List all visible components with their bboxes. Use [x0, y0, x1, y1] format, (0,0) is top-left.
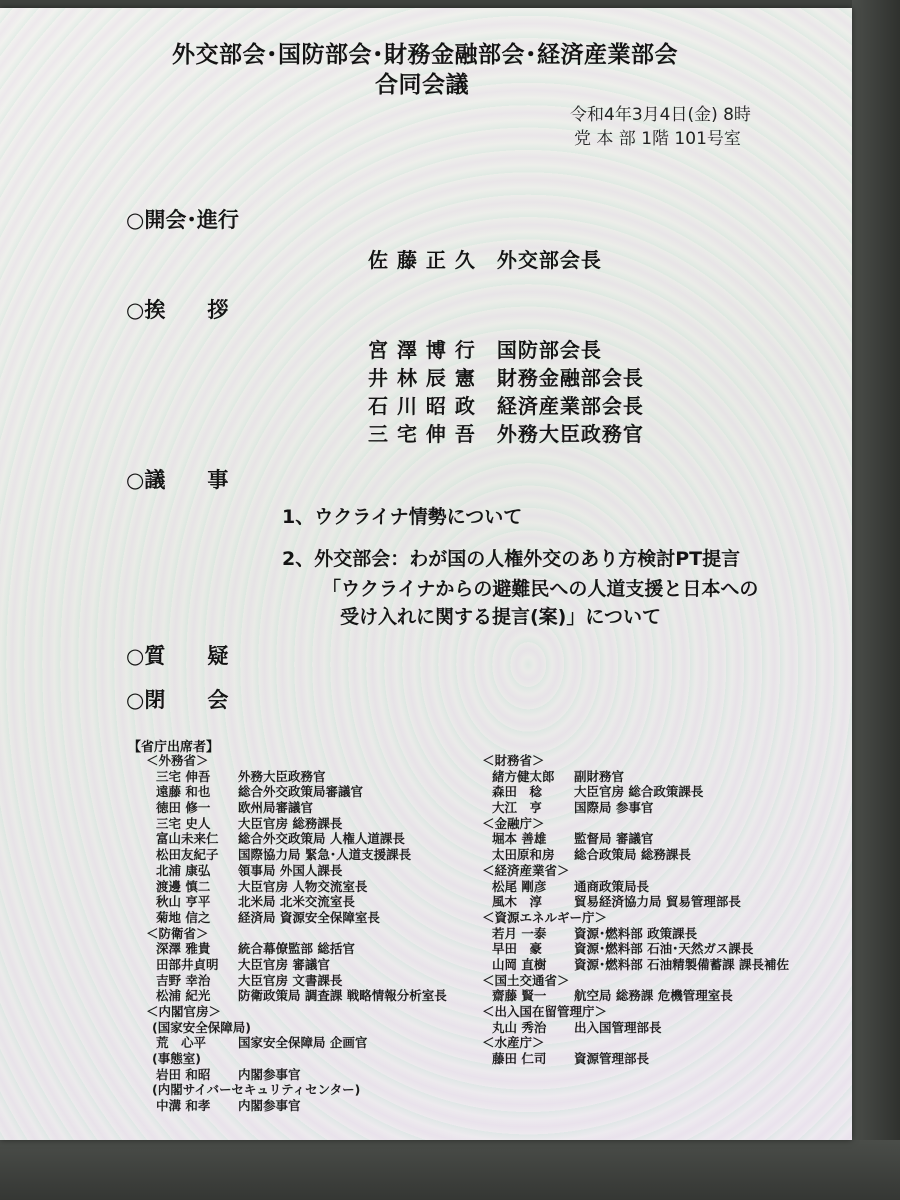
- attendee-title: 資源･燃料部 石油精製備蓄課 課長補佐: [574, 956, 789, 972]
- attendee-name: 渡邊 慎二: [156, 878, 211, 894]
- attendee-row: [470, 1020, 789, 1036]
- document-title-line1: 外交部会･国防部会･財務金融部会･経済産業部会: [172, 42, 678, 68]
- attendee-name: 徳田 修一: [156, 800, 211, 816]
- attendee-row: [470, 957, 789, 973]
- attendee-name: 丸山 秀治: [492, 1019, 547, 1035]
- sub-office-label: (事態室): [152, 1051, 201, 1067]
- attendee-row: [470, 894, 789, 910]
- attendee-title: 大臣官房 審議官: [238, 956, 330, 972]
- attendee-row: [470, 879, 789, 895]
- attendee-name: 風木 淳: [492, 894, 543, 910]
- attendee-title: 外務大臣政務官: [238, 768, 326, 784]
- attendee-title: 内閣参事官: [238, 1066, 301, 1082]
- attendee-title: 国家安全保障局 企画官: [238, 1035, 368, 1051]
- attendee-name: 中溝 和孝: [156, 1098, 211, 1114]
- ministry-group-label: ＜経済産業省＞: [482, 862, 570, 878]
- sub-office-label: (内閣サイバーセキュリティセンター): [152, 1082, 361, 1098]
- attendee-row: [134, 988, 447, 1004]
- attendee-title: 通商政策局長: [574, 878, 650, 894]
- attendee-title: 国際協力局 緊急･人道支援課長: [238, 847, 412, 863]
- ministry-group-label: ＜防衛省＞: [146, 925, 209, 941]
- attendee-row: [134, 973, 447, 989]
- attendee-name: 岩田 和昭: [156, 1066, 211, 1082]
- attendee-row: [134, 863, 447, 879]
- attendee-row: [470, 926, 789, 942]
- attendee-title: 領事局 外国人課長: [238, 862, 343, 878]
- greeter: 三 宅 伸 吾 外務大臣政務官: [368, 422, 644, 446]
- attendee-title: 資源管理部長: [574, 1051, 650, 1067]
- attendee-name: 荒 心平: [156, 1035, 207, 1051]
- attendees-header: 【省庁出席者】: [128, 740, 220, 755]
- ministry-group-label: ＜財務省＞: [482, 753, 545, 768]
- attendee-name: 山岡 直樹: [492, 956, 547, 972]
- attendee-name: 深澤 雅貴: [156, 941, 211, 957]
- attendee-name: 三宅 伸吾: [156, 768, 211, 784]
- attendee-row: [470, 769, 789, 785]
- attendee-row: [134, 784, 447, 800]
- attendee-title: 貿易経済協力局 貿易管理部長: [574, 894, 741, 910]
- attendee-row: [134, 1067, 447, 1083]
- attendee-title: 資源･燃料部 石油･天然ガス課長: [574, 941, 754, 957]
- attendee-row: [134, 831, 447, 847]
- ministry-group-label: ＜出入国在留管理庁＞: [482, 1004, 608, 1019]
- attendee-name: 齋藤 賢一: [492, 988, 547, 1004]
- attendee-title: 欧州局審議官: [238, 800, 314, 816]
- attendee-name: 三宅 史人: [156, 815, 211, 831]
- ministry-group-label: ＜資源エネルギー庁＞: [482, 909, 608, 925]
- attendee-row: [134, 894, 447, 910]
- attendee-title: 総合外交政策局審議官: [238, 784, 364, 800]
- attendee-title: 経済局 資源安全保障室長: [238, 909, 380, 925]
- attendee-name: 秋山 亨平: [156, 894, 211, 910]
- attendee-title: 総合政策局 総務課長: [574, 847, 691, 863]
- section-qa: ○質 疑: [126, 644, 229, 668]
- attendee-title: 副財務官: [574, 768, 625, 784]
- attendee-row: [470, 988, 789, 1004]
- section-greetings: ○挨 拶: [126, 298, 229, 322]
- tablet-bezel-bottom: [0, 1140, 900, 1200]
- greeter: 宮 澤 博 行 国防部会長: [368, 338, 602, 362]
- attendee-name: 田部井貞明: [156, 956, 219, 972]
- attendee-row: [134, 910, 447, 926]
- attendee-title: 資源･燃料部 政策課長: [574, 925, 698, 941]
- attendees-left-column: [134, 753, 447, 1114]
- attendee-row: [470, 831, 789, 847]
- attendee-title: 監督局 審議官: [574, 831, 654, 847]
- attendee-title: 大臣官房 文書課長: [238, 972, 343, 988]
- attendee-title: 北米局 北米交流室長: [238, 894, 355, 910]
- attendee-name: 吉野 幸治: [156, 972, 211, 988]
- attendee-row: [134, 816, 447, 832]
- attendee-name: 菊地 信之: [156, 909, 211, 925]
- section-closing: ○閉 会: [126, 688, 229, 712]
- attendee-title: 大臣官房 総務課長: [238, 815, 343, 831]
- agenda-item-detail: 受け入れに関する提言(案)」について: [340, 606, 661, 628]
- tablet-bezel-top: [0, 0, 900, 8]
- section-agenda: ○議 事: [126, 468, 229, 492]
- ministry-group-label: ＜国土交通省＞: [482, 972, 570, 988]
- ministry-group-label: ＜金融庁＞: [482, 815, 545, 831]
- tablet-bezel-right: [852, 0, 900, 1200]
- attendee-name: 緒方健太郎: [492, 768, 555, 784]
- agenda-item: 1、ウクライナ情勢について: [282, 506, 523, 528]
- document-title-line2: 合同会議: [375, 72, 469, 98]
- meeting-datetime: 令和4年3月4日(金) 8時: [570, 105, 751, 125]
- attendee-name: 松尾 剛彦: [492, 878, 547, 894]
- greeter: 井 林 辰 憲 財務金融部会長: [368, 366, 644, 390]
- attendee-name: 大江 亨: [492, 800, 543, 816]
- attendee-name: 松浦 紀光: [156, 988, 211, 1004]
- attendee-title: 総合外交政策局 人権人道課長: [238, 831, 405, 847]
- sub-office-label: (国家安全保障局): [152, 1019, 251, 1035]
- ministry-group-label: ＜内閣官房＞: [146, 1004, 222, 1019]
- agenda-item-detail: 「ウクライナからの避難民への人道支援と日本への: [322, 578, 759, 600]
- attendee-row: [470, 784, 789, 800]
- attendee-name: 富山未来仁: [156, 831, 219, 847]
- attendee-title: 大臣官房 人物交流室長: [238, 878, 368, 894]
- attendee-row: [134, 769, 447, 785]
- ministry-group-label: ＜水産庁＞: [482, 1035, 545, 1051]
- attendee-row: [134, 1098, 447, 1114]
- attendee-name: 森田 稔: [492, 784, 543, 800]
- attendee-title: 内閣参事官: [238, 1098, 301, 1114]
- attendee-name: 遠藤 和也: [156, 784, 211, 800]
- attendee-row: [134, 879, 447, 895]
- attendee-row: [134, 1035, 447, 1051]
- meeting-location: 党 本 部 1階 101号室: [574, 129, 741, 149]
- attendee-name: 北浦 康弘: [156, 862, 211, 878]
- attendee-name: 堀本 善雄: [492, 831, 547, 847]
- section-opening: ○開会･進行: [126, 208, 239, 232]
- attendee-title: 防衛政策局 調査課 戦略情報分析室長: [238, 988, 447, 1004]
- attendee-row: [470, 941, 789, 957]
- attendee-title: 国際局 参事官: [574, 800, 654, 816]
- attendee-row: [134, 957, 447, 973]
- attendee-row: [470, 1051, 789, 1067]
- attendee-row: [470, 847, 789, 863]
- attendee-name: 早田 豪: [492, 941, 543, 957]
- attendee-name: 若月 一泰: [492, 925, 547, 941]
- ministry-group-label: ＜外務省＞: [146, 753, 209, 768]
- greeter: 石 川 昭 政 経済産業部会長: [368, 394, 644, 418]
- attendee-row: [134, 847, 447, 863]
- document-page: [0, 8, 852, 1140]
- attendee-title: 出入国管理部長: [574, 1019, 662, 1035]
- attendee-name: 松田友紀子: [156, 847, 219, 863]
- attendee-name: 藤田 仁司: [492, 1051, 547, 1067]
- attendee-row: [470, 800, 789, 816]
- attendee-row: [134, 800, 447, 816]
- opening-chair: 佐 藤 正 久 外交部会長: [368, 248, 602, 272]
- attendee-title: 統合幕僚監部 総括官: [238, 941, 355, 957]
- attendees-right-column: [470, 753, 789, 1067]
- agenda-item: 2、外交部会：わが国の人権外交のあり方検討PT提言: [282, 548, 741, 570]
- attendee-row: [134, 941, 447, 957]
- attendee-title: 航空局 総務課 危機管理室長: [574, 988, 733, 1004]
- attendee-name: 太田原和房: [492, 847, 555, 863]
- attendee-title: 大臣官房 総合政策課長: [574, 784, 704, 800]
